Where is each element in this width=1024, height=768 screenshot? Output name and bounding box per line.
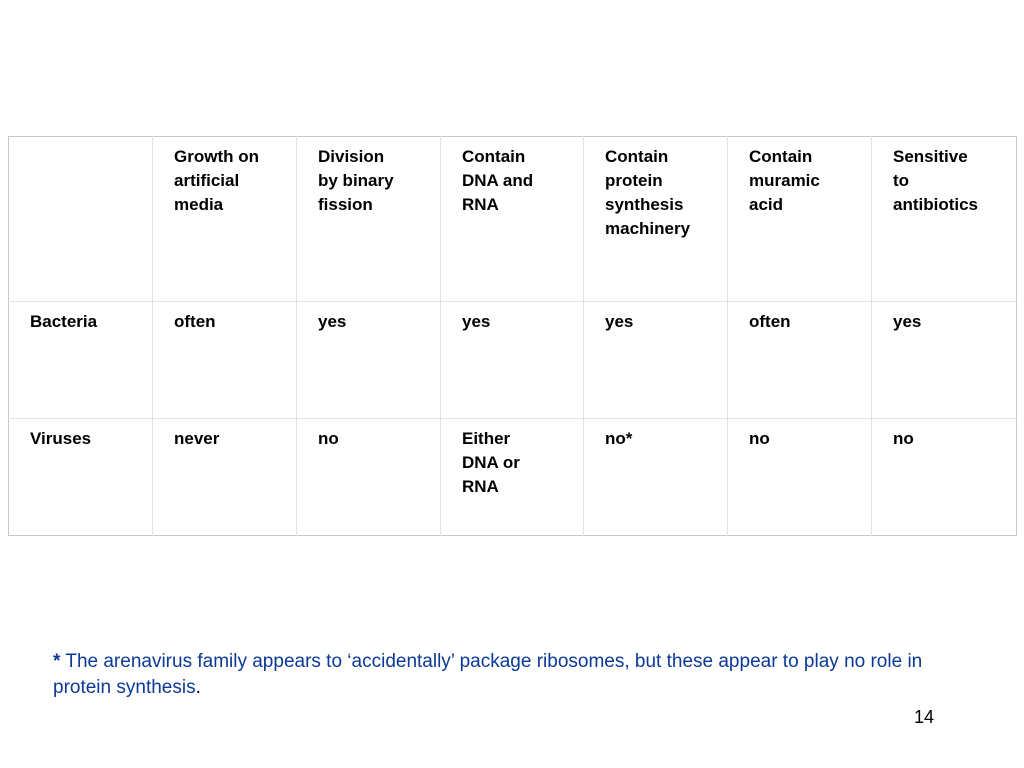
table-cell: yes bbox=[297, 302, 441, 419]
table-cell: often bbox=[153, 302, 297, 419]
table-cell: yes bbox=[584, 302, 728, 419]
table-cell: yes bbox=[872, 302, 1017, 419]
table-cell: no bbox=[872, 419, 1017, 536]
row-label-viruses: Viruses bbox=[9, 419, 153, 536]
table-cell: often bbox=[728, 302, 872, 419]
header-contain-dna-and-rna: Contain DNA and RNA bbox=[441, 137, 584, 302]
row-label-bacteria: Bacteria bbox=[9, 302, 153, 419]
table-cell: never bbox=[153, 419, 297, 536]
footnote bbox=[53, 649, 973, 701]
comparison-table bbox=[8, 136, 1017, 536]
table-cell: no bbox=[728, 419, 872, 536]
header-cell-empty bbox=[9, 137, 153, 302]
table-row-bacteria bbox=[9, 302, 1017, 419]
table-cell: no bbox=[297, 419, 441, 536]
page-number: 14 bbox=[914, 707, 935, 727]
header-contain-protein-synthesis-machinery: Contain protein synthesis machinery bbox=[584, 137, 728, 302]
footnote-marker: * bbox=[53, 651, 61, 672]
table-row-viruses bbox=[9, 419, 1017, 536]
footnote-period: . bbox=[195, 677, 201, 698]
table-header-row bbox=[9, 137, 1017, 302]
header-sensitive-to-antibiotics: Sensitive to antibiotics bbox=[872, 137, 1017, 302]
footnote-text: The arenavirus family appears to ‘accidentally’ package ribosomes, but these appear to play no role in protein synthesis bbox=[53, 651, 923, 698]
table-cell: no* bbox=[584, 419, 728, 536]
table-cell: Either DNA or RNA bbox=[441, 419, 584, 536]
header-division-by-binary-fission: Division by binary fission bbox=[297, 137, 441, 302]
table-cell: yes bbox=[441, 302, 584, 419]
header-contain-muramic-acid: Contain muramic acid bbox=[728, 137, 872, 302]
header-growth-on-artificial-media: Growth on artificial media bbox=[153, 137, 297, 302]
